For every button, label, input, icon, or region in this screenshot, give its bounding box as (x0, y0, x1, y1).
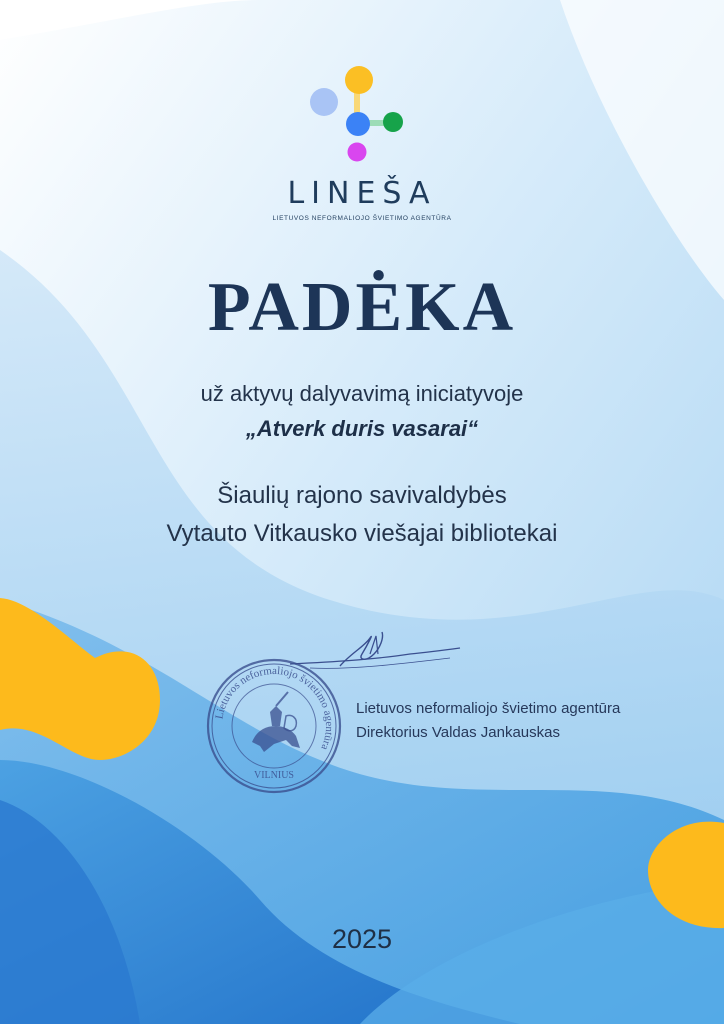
seal-text: Lietuvos neformaliojo švietimo agentūra (213, 664, 336, 752)
reason-line: už aktyvų dalyvavimą iniciatyvoje (200, 381, 524, 406)
molecule-dots-icon (300, 60, 410, 170)
signer-organization: Lietuvos neformaliojo švietimo agentūra (356, 700, 621, 717)
logo-wordmark: LINEŠA (287, 176, 437, 211)
recipient-line-2: Vytauto Vitkausko viešajai bibliotekai (166, 520, 558, 547)
logo-subtitle: LIETUVOS NEFORMALIOJO ŠVIETIMO AGENTŪRA (272, 215, 452, 222)
certificate-year: 2025 (331, 924, 393, 954)
seal-city: VILNIUS (254, 770, 294, 781)
initiative-name: „Atverk duris vasarai“ (245, 416, 479, 441)
vytis-seal-icon (204, 656, 344, 796)
recipient-line-1: Šiaulių rajono savivaldybės (217, 482, 507, 509)
certificate-title: PADĖKA (207, 269, 517, 346)
signer-name: Direktorius Valdas Jankauskas (356, 724, 560, 741)
